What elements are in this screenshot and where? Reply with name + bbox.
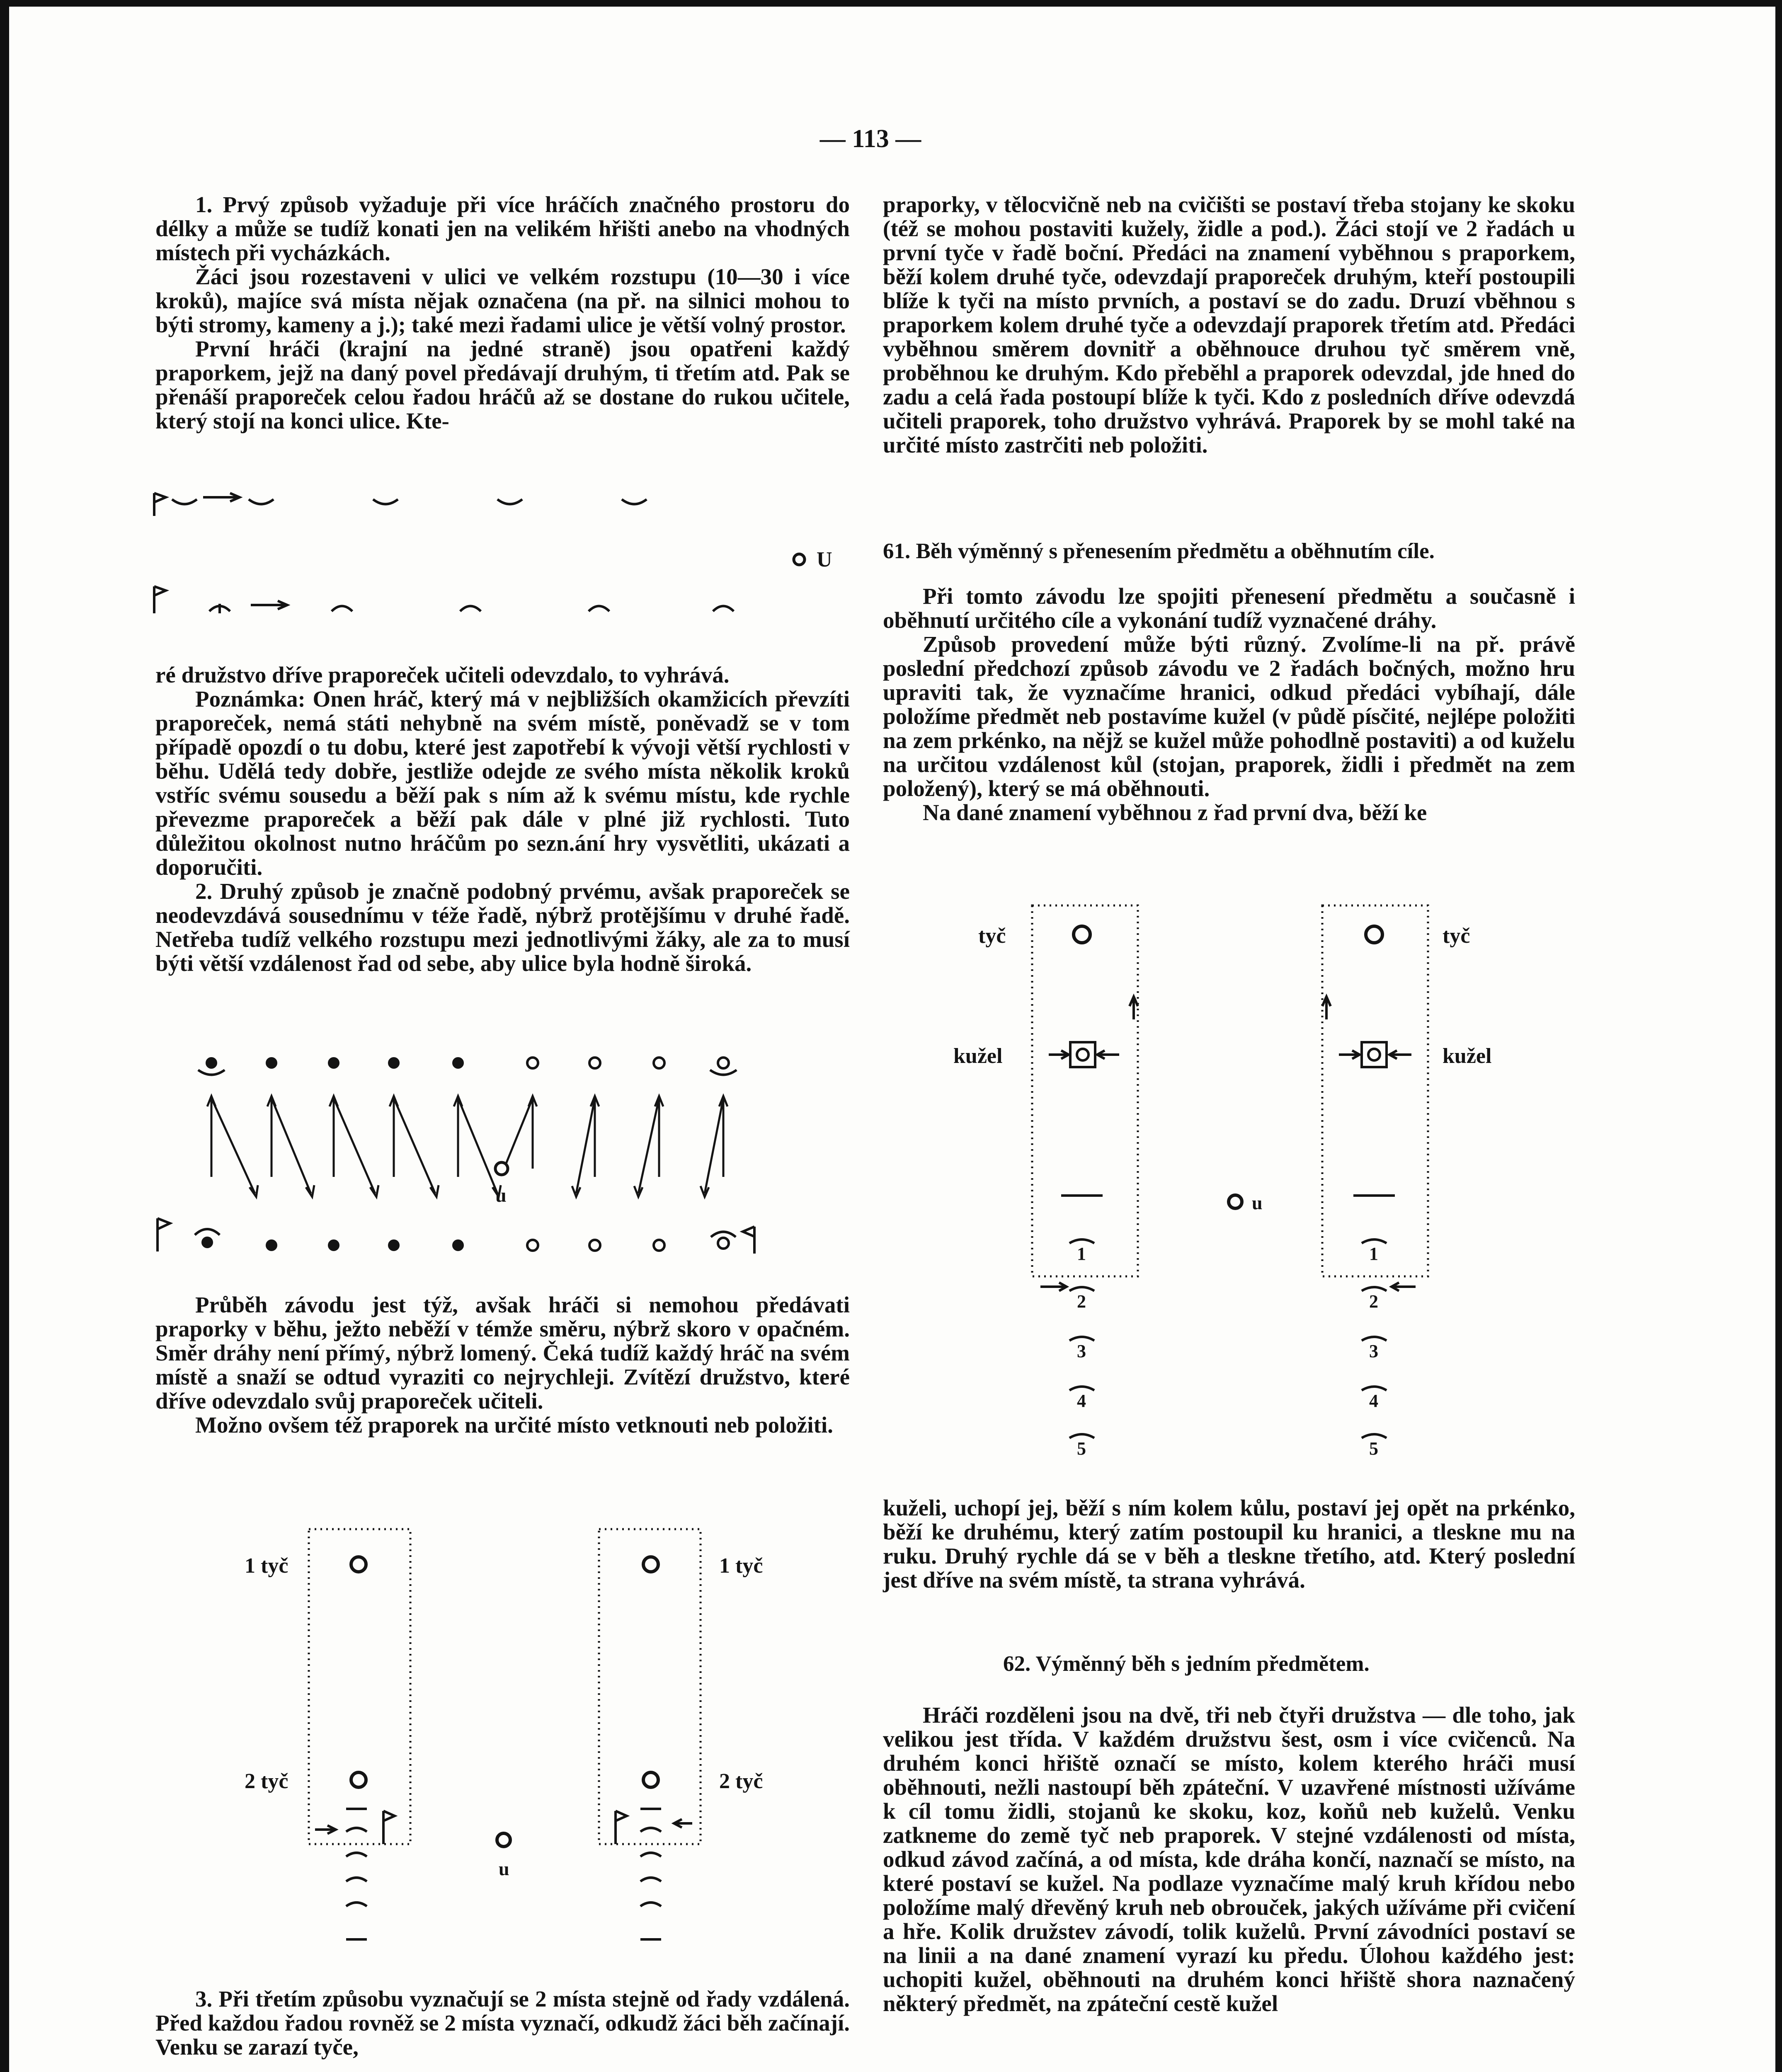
- arrow-icon: [1040, 1283, 1067, 1291]
- arrow-icon: [315, 1825, 336, 1834]
- diagram-opposite-passing: [149, 1044, 854, 1276]
- player-mark: [622, 499, 647, 504]
- player-marks: [346, 1809, 367, 1939]
- right-text-block-4: [883, 1703, 1575, 2016]
- paragraph: 1. Prvý způsob vyžaduje při více hráčích značného prostoru do délky a může se tudíž konati jen na velikém hřišti anebo na vhodných místech při vycházkách.: [155, 192, 850, 265]
- paragraph: 2. Druhý způsob je značně podobný prvému, avšak praporeček se neodevzdává sousednímu v téže řadě, nýbrž protějšímu v druhé řadě. Netřeba tudíž velkého rozstupu mezi jednotlivými žáky, ale za to musí býti větší vzdálenost řad od sebe, aby ulice byla hodně široká.: [155, 879, 850, 976]
- player-mark: [209, 604, 230, 613]
- left-text-block-2: [155, 663, 850, 975]
- player-mark: [332, 606, 352, 612]
- player-mark: [249, 499, 274, 504]
- paragraph: Poznámka: Onen hráč, který má v nejbližších okamžicích převzíti praporeček, nemá státi nehybně na svém místě, poněvadž se v tom případě opozdí o tu dobu, které jest zapotřebí k vývoji větší rychlosti v běhu. Udělá tedy dobře, jestliže odejde ze svého místa několik kroků vstříc svému sousedu a běží pak s ním až k svému místu, kde rychle převezme praporeček a běží pak dále v plné již rychlosti. Tuto důležitou okolnost nutno hráčům po sezn.ání hry vysvětliti, ukázati a doporučiti.: [155, 686, 850, 880]
- player-number: 2: [1077, 1291, 1086, 1312]
- player-dot: [329, 1241, 338, 1250]
- scan-border-top: [0, 0, 1782, 7]
- arrow-icon: [1049, 1051, 1069, 1059]
- cone-box: [1362, 1042, 1387, 1067]
- paragraph: kuželi, uchopí jej, běží s ním kolem kůlu, postaví jej opět na prkénko, běží ke druhému, který zatím postoupil ku hranici, a tleskne mu na ruku. Druhý rychle dá se v běh a tleskne třetího, atd. Který poslední jest dříve na svém místě, ta strana vyhrává.: [883, 1495, 1575, 1593]
- diagram-street-relay: [149, 481, 854, 646]
- arrow-icon: [1322, 997, 1331, 1019]
- player-ring: [718, 1058, 729, 1068]
- paragraph: ré družstvo dříve praporeček učiteli odevzdalo, to vyhrává.: [155, 662, 730, 687]
- paragraph: Možno ovšem též praporek na určité místo vetknouti neb položiti.: [195, 1412, 833, 1438]
- pole-label: tyč: [1443, 924, 1470, 948]
- pole-label: 1 tyč: [719, 1554, 763, 1578]
- diagram-cone-relay: [945, 899, 1567, 1467]
- teacher-label: u: [1252, 1192, 1263, 1213]
- player-number: 2: [1369, 1291, 1378, 1312]
- right-text-block-2: [883, 584, 1575, 825]
- pole-marker: [643, 1772, 658, 1787]
- paragraph: Na dané znamení vyběhnou z řad první dva, běží ke: [923, 800, 1427, 825]
- teacher-marker: [794, 554, 805, 565]
- player-number: 5: [1369, 1438, 1378, 1459]
- arrow-icon: [674, 1819, 692, 1828]
- section-heading-61: 61. Běh výměnný s přenesením předmětu a oběhnutím cíle.: [883, 539, 1435, 563]
- player-ring: [527, 1058, 538, 1068]
- player-dot: [453, 1241, 463, 1250]
- arrow-icon: [1130, 997, 1138, 1019]
- player-number: 4: [1369, 1391, 1378, 1411]
- paragraph: praporky, v tělocvičně neb na cvičišti se postaví třeba stojany ke skoku (též se mohou postaviti kužely, židle a pod.). Žáci stojí ve 2 řadách u první tyče v řadě boční. Předáci na znamení vyběhnou s praporkem, běží kolem druhé tyče, odevzdají praporeček druhým, kteří postoupili blíže k tyči na místo prvních, a postaví se do zadu. Druzí vběhnou s praporkem kolem druhé tyče a odevzdají praporek třetím atd. Předáci vyběhnou směrem dovnitř a oběhnouce druhou tyč směrem vně, proběhnou ke druhým. Kdo přeběhl a praporek odevzdal, jde hned do zadu a celá řada postoupí blíže k tyči. Kdo z posledních dříve odevzdá učiteli praporek, toho družstvo vyhrává. Praporek by se mohl také na určité místo zastrčiti neb položiti.: [883, 192, 1575, 457]
- page-number: — 113 —: [819, 125, 921, 153]
- player-dot: [267, 1241, 276, 1250]
- player-ring: [527, 1240, 538, 1251]
- left-text-block-1: [155, 193, 850, 433]
- player-ring: [589, 1058, 600, 1068]
- scan-border-right: [1775, 0, 1782, 2072]
- arrow-icon: [1339, 1051, 1360, 1059]
- pole-marker: [643, 1557, 658, 1572]
- cone-label: kužel: [1443, 1044, 1492, 1068]
- player-dot: [267, 1058, 276, 1067]
- player-dot: [207, 1058, 216, 1067]
- lane-outline: [1032, 905, 1138, 1276]
- cone-marker: [1077, 1049, 1089, 1060]
- player-mark: [460, 606, 481, 612]
- lane-outline: [309, 1529, 410, 1844]
- paragraph: Hráči rozděleni jsou na dvě, tři neb čtyři družstva — dle toho, jak velikou jest třída. V každém družstvu šest, osm i více cvičenců. Na druhém konci hřiště označí se místo, kolem kterého hráči musí oběhnouti, nežli nastoupí běh zpáteční. V uzavřené místnosti užíváme k cíl tomu židli, stojanů ke skoku, koz, koňů neb kuželů. Venku zatkneme do země tyč neb praporek. V stejné vzdálenosti od místa, odkud závod začíná, a od místa, kde dráha končí, naznačí se místo, na které postaví se kužel. Na podlaze vyznačíme malý kruh křídou nebo položíme malý dřevěný kruh neb obrouček, jakých užíváme při cvičení a hře. Kolik družstev závodí, tolik kuželů. První závodníci postaví se na linii a na dané znamení vyrazí ku předu. Úlohou každého jest: uchopiti kužel, oběhnouti na druhém konci hřiště shora naznačený některý předmět, na zpáteční cestě kužel: [883, 1702, 1575, 2016]
- pole-label: 1 tyč: [245, 1554, 289, 1578]
- pass-arrows: [207, 1096, 727, 1197]
- flag-icon: [154, 493, 166, 516]
- right-text-block-3: [883, 1496, 1575, 1592]
- player-mark: [497, 499, 522, 504]
- arrow-icon: [203, 493, 240, 501]
- flag-icon: [743, 1227, 754, 1254]
- flag-icon: [154, 586, 166, 613]
- section-heading-62: 62. Výměnný běh s jedním předmětem.: [1003, 1652, 1370, 1676]
- teacher-label: U: [817, 548, 832, 571]
- player-mark: [373, 499, 398, 504]
- player-dot: [389, 1058, 398, 1067]
- diagram-two-poles: [232, 1525, 854, 1964]
- arrow-icon: [251, 601, 287, 609]
- teacher-marker: [497, 1833, 510, 1847]
- player-number: 4: [1077, 1391, 1086, 1411]
- paragraph: Průběh závodu jest týž, avšak hráči si nemohou předávati praporky v běhu, ježto neběží v témže směru, nýbrž skoro v opačném. Směr dráhy není přímý, nýbrž lomený. Čeká tudíž každý hráč na svém místě a snaží se odtud vyraziti co nejrychleji. Zvítězí družstvo, které dříve odevzdalo svůj praporeček učiteli.: [155, 1292, 850, 1414]
- arrow-icon: [1389, 1051, 1411, 1059]
- pole-label: 2 tyč: [245, 1769, 289, 1793]
- cone-marker: [1368, 1049, 1380, 1060]
- flag-icon: [616, 1811, 627, 1844]
- flag-icon: [158, 1218, 170, 1251]
- teacher-label: u: [495, 1184, 507, 1206]
- player-ring: [654, 1240, 664, 1251]
- flag-icon: [383, 1811, 395, 1844]
- player-dot: [329, 1058, 338, 1067]
- paragraph: Způsob provedení může býti různý. Zvolíme-li na př. právě poslední předchozí způsob závodu ve 2 řadách bočných, možno hru upraviti tak, že vyznačíme hranici, odkud předáci vybíhají, dále položíme předmět neb postavíme kužel (v půdě písčité, nejlépe položiti na zem prkénko, na nějž se kužel může pohodlně postaviti) a od kuželu na určitou vzdálenost kůl (stojan, praporek, židli i předmět na zem položený), který se má oběhnouti.: [883, 632, 1575, 801]
- player-dot: [389, 1241, 398, 1250]
- paragraph: První hráči (krajní na jedné straně) jsou opatřeni každý praporkem, jejž na daný povel předávají druhým, ti třetím atd. Pak se přenáší praporeček celou řadou hráčů až se dostane do rukou učitele, který stojí na konci ulice. Kte-: [155, 336, 850, 433]
- player-dot: [453, 1058, 463, 1067]
- lane-outline: [1322, 905, 1428, 1276]
- player-number: 1: [1369, 1244, 1378, 1264]
- cone-label: kužel: [953, 1044, 1003, 1068]
- player-mark: [589, 606, 609, 612]
- teacher-marker: [1229, 1195, 1242, 1208]
- player-mark: [172, 499, 197, 504]
- paragraph: Žáci jsou rozestaveni v ulici ve velkém rozstupu (10—30 i více kroků), majíce svá místa nějak označena (na př. na silnici mohou to býti stromy, kameny a j.); také mezi řadami ulice je větší volný prostor.: [155, 264, 850, 337]
- left-text-block-3: [155, 1293, 850, 1437]
- pole-marker: [1074, 926, 1090, 943]
- teacher-label: u: [499, 1858, 509, 1879]
- cone-box: [1070, 1042, 1095, 1067]
- arrow-icon: [1097, 1051, 1119, 1059]
- paragraph: 3. Při třetím způsobu vyznačují se 2 místa stejně od řady vzdálená. Před každou řadou rovněž se 2 místa vyznačí, odkudž žáci běh začínají. Venku se zarazí tyče,: [155, 1986, 850, 2060]
- player-mark: [713, 606, 734, 612]
- right-text-block-1: [883, 193, 1575, 457]
- pole-marker: [351, 1772, 366, 1787]
- left-text-block-4: [155, 1987, 850, 2059]
- player-number: 1: [1077, 1244, 1086, 1264]
- scan-border-left: [0, 0, 9, 2072]
- player-marks: [640, 1809, 661, 1939]
- player-ring: [589, 1240, 600, 1251]
- player-number: 3: [1369, 1341, 1378, 1361]
- lane-outline: [599, 1529, 701, 1844]
- paragraph: Při tomto závodu lze spojiti přenesení předmětu a současně i oběhnutí určitého cíle a vykonání tudíž vyznačené dráhy.: [883, 583, 1575, 633]
- player-number: 3: [1077, 1341, 1086, 1361]
- player-number: 5: [1077, 1438, 1086, 1459]
- pole-marker: [1366, 926, 1382, 943]
- player-ring: [654, 1058, 664, 1068]
- arrow-icon: [1392, 1283, 1416, 1291]
- pole-label: tyč: [978, 924, 1006, 948]
- pole-marker: [351, 1557, 366, 1572]
- pole-label: 2 tyč: [719, 1769, 763, 1793]
